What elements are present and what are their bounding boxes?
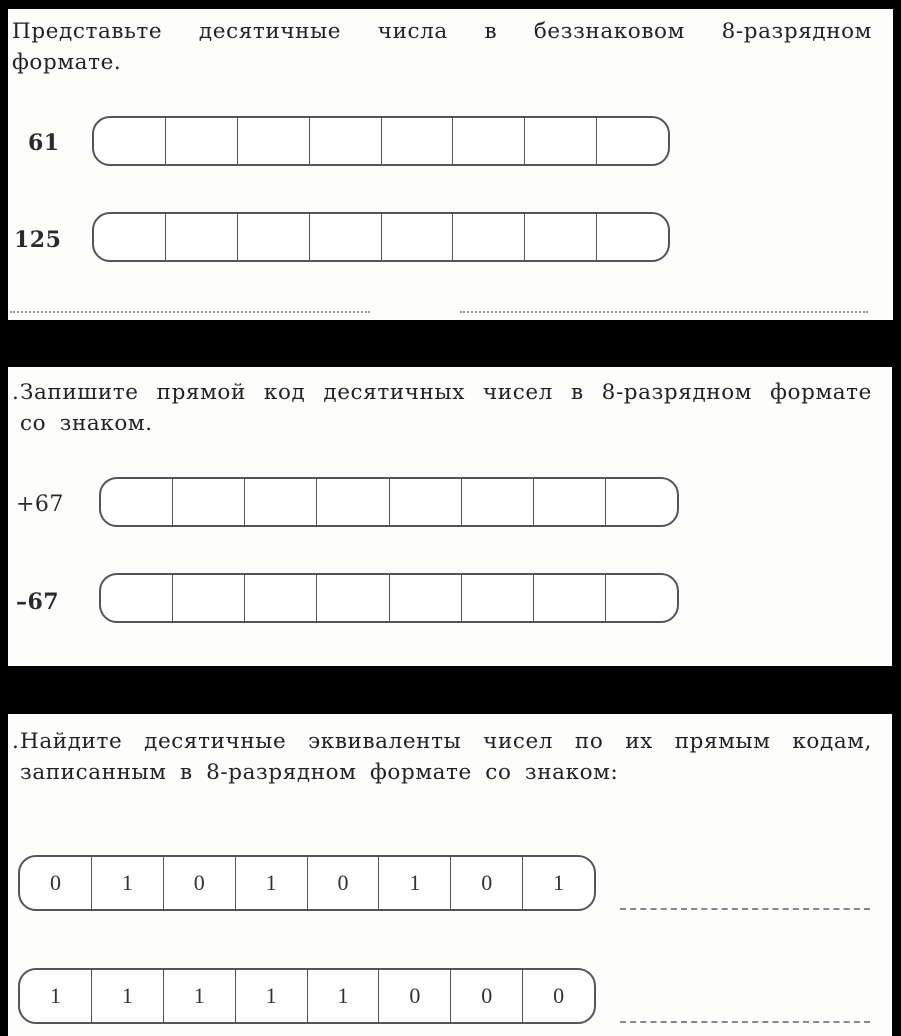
bit-cell: 1	[164, 970, 236, 1022]
bit-cell[interactable]	[310, 118, 382, 164]
bit-cell[interactable]	[606, 575, 677, 621]
bit-cell[interactable]	[317, 479, 389, 525]
bit-cell[interactable]	[317, 575, 389, 621]
bit-grid[interactable]	[92, 116, 670, 166]
bit-cell: 0	[308, 857, 380, 909]
bit-cell[interactable]	[245, 575, 317, 621]
bit-cell[interactable]	[453, 118, 525, 164]
bit-cell[interactable]	[166, 118, 238, 164]
task-instruction-text: Запишите прямой код десятичных чисел в 8-разрядном формате со знаком.	[20, 380, 872, 436]
bit-cell: 1	[308, 970, 380, 1022]
bit-cell[interactable]	[606, 479, 677, 525]
task-panel-unsigned	[8, 9, 893, 320]
task-instruction	[12, 16, 872, 78]
bit-cell[interactable]	[238, 214, 310, 260]
task-instruction	[12, 377, 872, 439]
bit-cell[interactable]	[525, 118, 597, 164]
bit-cell[interactable]	[101, 479, 173, 525]
bit-cell[interactable]	[534, 575, 606, 621]
bit-cell[interactable]	[94, 118, 166, 164]
bit-cell[interactable]	[238, 118, 310, 164]
bit-cell: 1	[92, 970, 164, 1022]
bit-cell[interactable]	[390, 575, 462, 621]
bit-cell[interactable]	[173, 479, 245, 525]
bit-cell: 0	[379, 970, 451, 1022]
bit-cell[interactable]	[382, 214, 454, 260]
bit-cell[interactable]	[94, 214, 166, 260]
bit-cell: 1	[20, 970, 92, 1022]
bit-cell: 1	[553, 870, 565, 895]
bit-cell[interactable]	[534, 479, 606, 525]
bit-cell: 1	[92, 857, 164, 909]
bit-cell[interactable]	[382, 118, 454, 164]
task-instruction	[12, 726, 872, 788]
number-label: 125	[14, 227, 62, 253]
number-label: 61	[28, 130, 60, 156]
bit-cell[interactable]	[245, 479, 317, 525]
bit-cell[interactable]	[310, 214, 382, 260]
task-bullet: .	[12, 380, 20, 405]
bit-cell: 1	[236, 970, 308, 1022]
bit-cell[interactable]	[166, 214, 238, 260]
bit-cell: 0	[164, 857, 236, 909]
answer-line	[10, 311, 370, 313]
bit-cell[interactable]	[173, 575, 245, 621]
answer-line[interactable]	[620, 1021, 870, 1023]
bit-cell[interactable]	[525, 214, 597, 260]
answer-line	[460, 311, 868, 313]
bit-cell[interactable]	[462, 479, 534, 525]
bit-grid	[18, 855, 596, 911]
task-instruction-text: Представьте десятичные числа в беззнаковом 8-разрядном формате.	[12, 19, 872, 75]
bit-cell[interactable]	[597, 214, 668, 260]
number-label: –67	[16, 589, 60, 615]
bit-cell: 0	[451, 857, 523, 909]
bit-grid[interactable]	[99, 573, 679, 623]
number-label: +67	[16, 492, 64, 517]
bit-cell: 1	[236, 857, 308, 909]
bit-cell[interactable]	[597, 118, 668, 164]
bit-grid	[18, 968, 596, 1024]
bit-cell: 0	[451, 970, 523, 1022]
bit-cell[interactable]	[101, 575, 173, 621]
task-panel-decode	[8, 714, 892, 1036]
answer-line[interactable]	[620, 908, 870, 910]
bit-cell[interactable]	[390, 479, 462, 525]
task-instruction-text: Найдите десятичные эквиваленты чисел по их прямым кодам, записанным в 8-разрядном формате со знаком:	[20, 729, 872, 785]
bit-grid[interactable]	[99, 477, 679, 527]
bit-cell: 1	[379, 857, 451, 909]
task-bullet: .	[12, 729, 20, 754]
bit-cell[interactable]	[462, 575, 534, 621]
bit-grid[interactable]	[92, 212, 670, 262]
task-panel-signed-direct-code	[8, 367, 892, 666]
bit-cell[interactable]	[453, 214, 525, 260]
bit-cell: 0	[553, 983, 565, 1008]
bit-cell: 0	[20, 857, 92, 909]
